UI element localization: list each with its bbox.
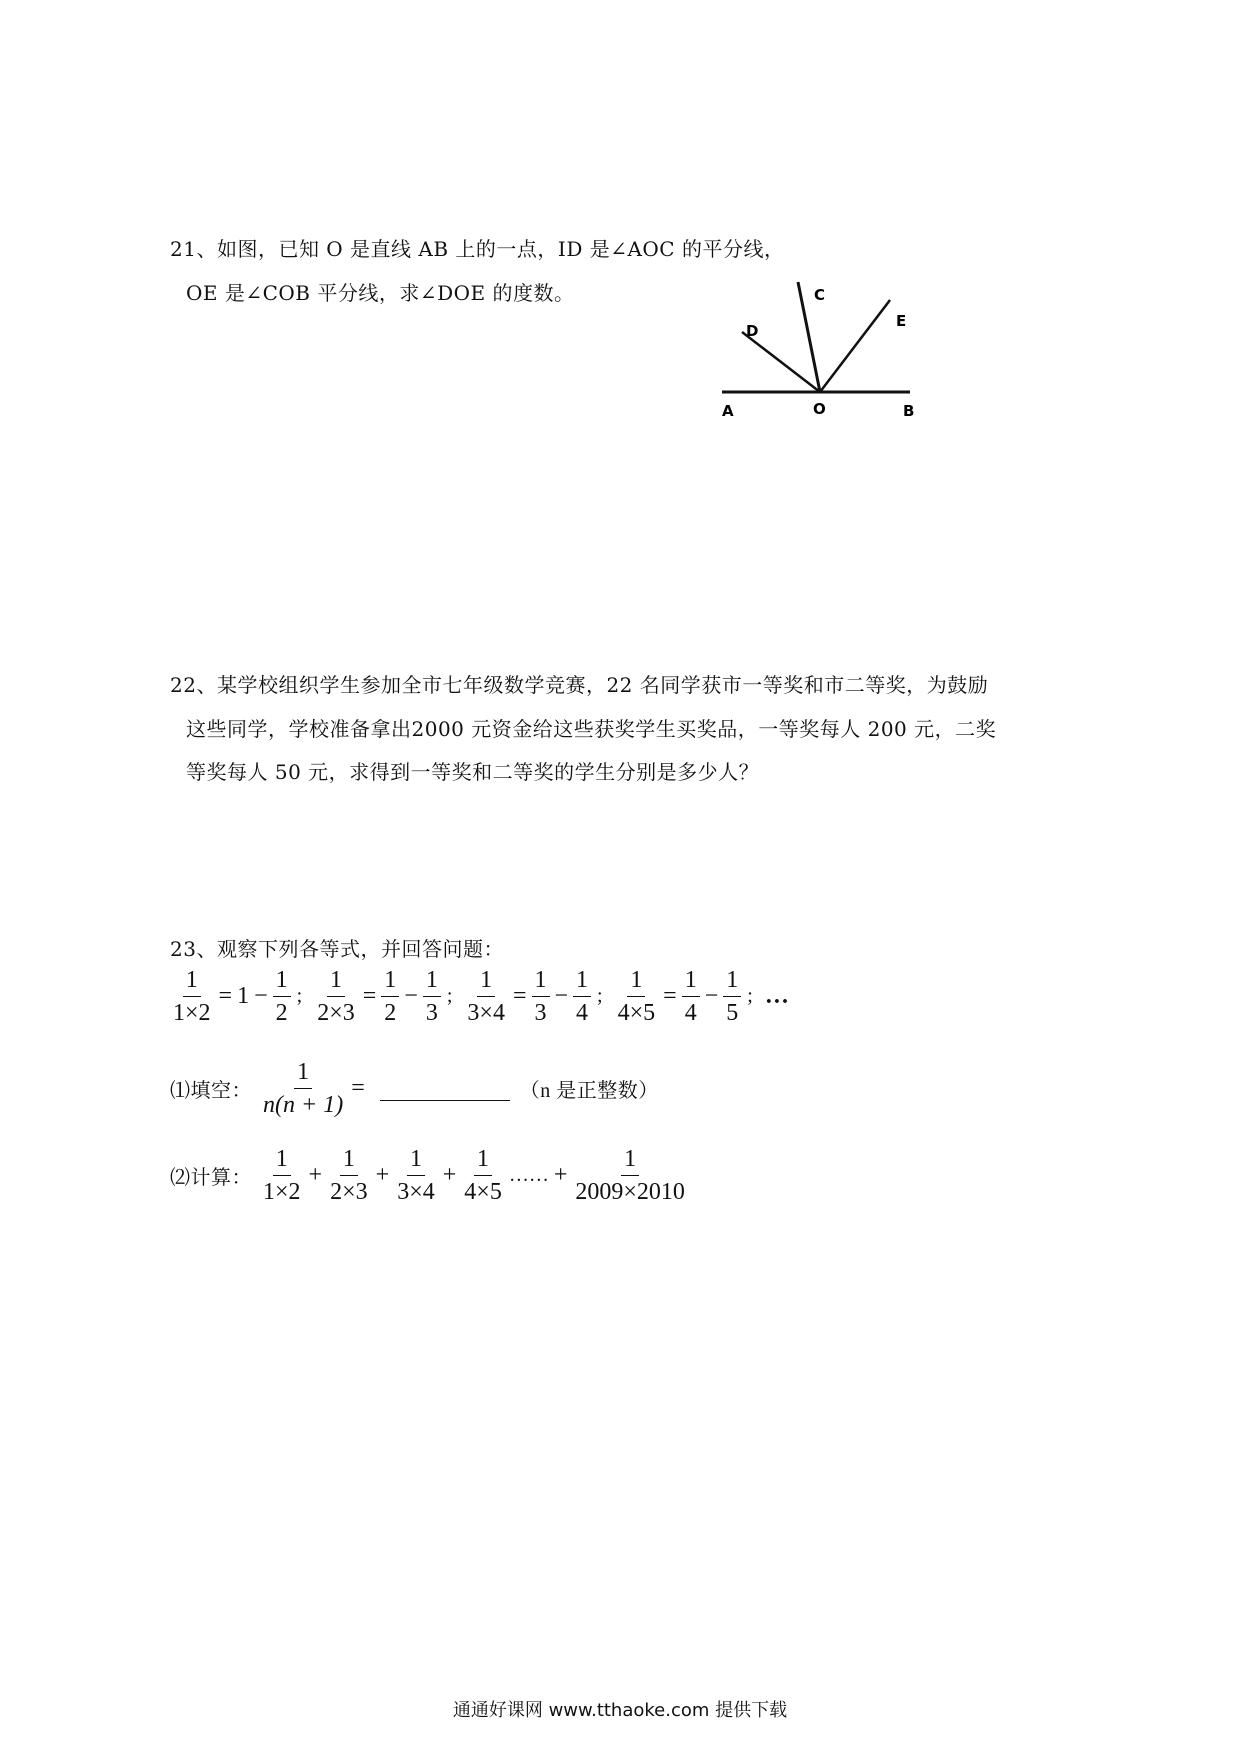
part1-equals: = — [351, 1075, 365, 1101]
eq3-rhs2-fraction — [573, 968, 591, 1025]
eq2-rhs2-den: 3 — [425, 1000, 438, 1026]
eq3-rhs1-fraction — [532, 968, 550, 1025]
eq4-lhs-num: 1 — [627, 968, 645, 997]
eq3-equals: = — [512, 983, 527, 1009]
label-b: B — [903, 402, 915, 420]
q22-line1: 22、某学校组织学生参加全市七年级数学竞赛，22 名同学获市一等奖和市二等奖，为鼓励 — [170, 673, 989, 697]
term3-den: 3×4 — [397, 1179, 435, 1205]
eq3-rhs2-den: 4 — [576, 1000, 589, 1026]
part1-den: n(n + 1) — [263, 1092, 344, 1118]
eq2-rhs2-num: 1 — [423, 968, 441, 997]
q23-title: 23、观察下列各等式，并回答问题： — [170, 937, 504, 961]
eq2-rhs2-fraction — [423, 968, 441, 1025]
label-a: A — [722, 402, 734, 420]
eq2-rhs1-den: 2 — [384, 1000, 397, 1026]
part1-note: （n 是正整数） — [519, 1080, 659, 1102]
sum-term-4 — [461, 1147, 505, 1204]
eq4-rhs2-num: 1 — [723, 968, 741, 997]
ray-oe — [820, 300, 890, 392]
term3-num: 1 — [407, 1147, 425, 1176]
term1-den: 1×2 — [263, 1179, 301, 1205]
eq1-whole: 1 — [237, 983, 250, 1009]
eq4-rhs1-num: 1 — [682, 968, 700, 997]
eq1-equals: = — [218, 983, 233, 1009]
eq2-lhs-fraction — [314, 968, 358, 1025]
term-last-num: 1 — [621, 1147, 639, 1176]
eq3-rhs1-den: 3 — [534, 1000, 547, 1026]
eq4-sep: ; — [747, 985, 753, 1007]
label-e: E — [896, 312, 907, 330]
sum-dots: …… — [508, 1164, 549, 1186]
label-c: C — [814, 286, 826, 304]
term4-num: 1 — [474, 1147, 492, 1176]
term1-num: 1 — [273, 1147, 291, 1176]
eq3-rhs1-num: 1 — [532, 968, 550, 997]
eq2-sep: ; — [446, 985, 453, 1007]
eq1-lhs-den: 1×2 — [173, 1000, 211, 1026]
eq4-equals: = — [663, 983, 677, 1009]
sum-term-1 — [260, 1147, 304, 1204]
page-footer: 通通好课网 www.tthaoke.com 提供下载 — [452, 1700, 788, 1721]
eq3-minus: − — [554, 983, 569, 1009]
part2-label: ⑵计算： — [170, 1167, 252, 1189]
part1-fraction — [260, 1060, 346, 1117]
q21-line2: OE 是∠COB 平分线，求∠DOE 的度数。 — [186, 281, 575, 305]
eq1-rhs-fraction — [273, 968, 291, 1025]
sum-term-2 — [327, 1147, 371, 1204]
eq3-lhs-den: 3×4 — [467, 1000, 505, 1026]
term4-den: 4×5 — [464, 1179, 502, 1205]
eq1-lhs-fraction — [170, 968, 214, 1025]
eq-ellipsis: … — [764, 983, 789, 1009]
eq1-rhs-num: 1 — [273, 968, 291, 997]
sum-term-3 — [394, 1147, 438, 1204]
eq1-rhs-den: 2 — [275, 1000, 288, 1026]
term2-den: 2×3 — [330, 1179, 368, 1205]
q22-line3: 等奖每人 50 元，求得到一等奖和二等奖的学生分别是多少人？ — [186, 760, 760, 784]
angle-figure — [700, 270, 960, 440]
eq3-lhs-num: 1 — [477, 968, 495, 997]
eq2-rhs1-num: 1 — [381, 968, 399, 997]
plus-4: + — [553, 1162, 568, 1188]
eq4-minus: − — [704, 983, 719, 1009]
term-last-den: 2009×2010 — [575, 1179, 685, 1205]
eq1-minus: − — [254, 983, 268, 1009]
q21-line1: 21、如图，已知 O 是直线 AB 上的一点，ID 是∠AOC 的平分线， — [170, 237, 785, 261]
eq4-lhs-fraction — [615, 968, 659, 1025]
q23-examples — [170, 968, 789, 1025]
eq4-rhs1-den: 4 — [684, 1000, 697, 1026]
eq1-lhs-num: 1 — [183, 968, 201, 997]
part1-num: 1 — [294, 1060, 312, 1089]
eq4-rhs2-fraction — [723, 968, 741, 1025]
eq2-lhs-num: 1 — [327, 968, 345, 997]
eq2-lhs-den: 2×3 — [317, 1000, 355, 1026]
eq2-equals: = — [362, 983, 377, 1009]
sum-term-last — [572, 1147, 688, 1204]
label-d: D — [746, 322, 759, 340]
plus-3: + — [442, 1162, 457, 1188]
eq4-lhs-den: 4×5 — [617, 1000, 656, 1026]
part1-label: ⑴填空： — [170, 1080, 252, 1102]
eq4-rhs1-fraction — [682, 968, 700, 1025]
eq3-lhs-fraction — [464, 968, 508, 1025]
label-o: O — [813, 400, 826, 418]
eq1-sep: ; — [296, 985, 303, 1007]
eq2-rhs1-fraction — [381, 968, 399, 1025]
q23-part2 — [170, 1147, 688, 1204]
eq2-minus: − — [404, 983, 418, 1009]
answer-blank[interactable] — [380, 1076, 510, 1101]
q23-part1 — [170, 1060, 659, 1117]
eq3-sep: ; — [597, 985, 603, 1007]
plus-1: + — [308, 1162, 323, 1188]
eq3-rhs2-num: 1 — [573, 968, 591, 997]
eq4-rhs2-den: 5 — [726, 1000, 739, 1026]
q22-line2: 这些同学，学校准备拿出2000 元资金给这些获奖学生买奖品，一等奖每人 200 元，二奖 — [186, 717, 997, 741]
term2-num: 1 — [340, 1147, 358, 1176]
plus-2: + — [375, 1162, 390, 1188]
